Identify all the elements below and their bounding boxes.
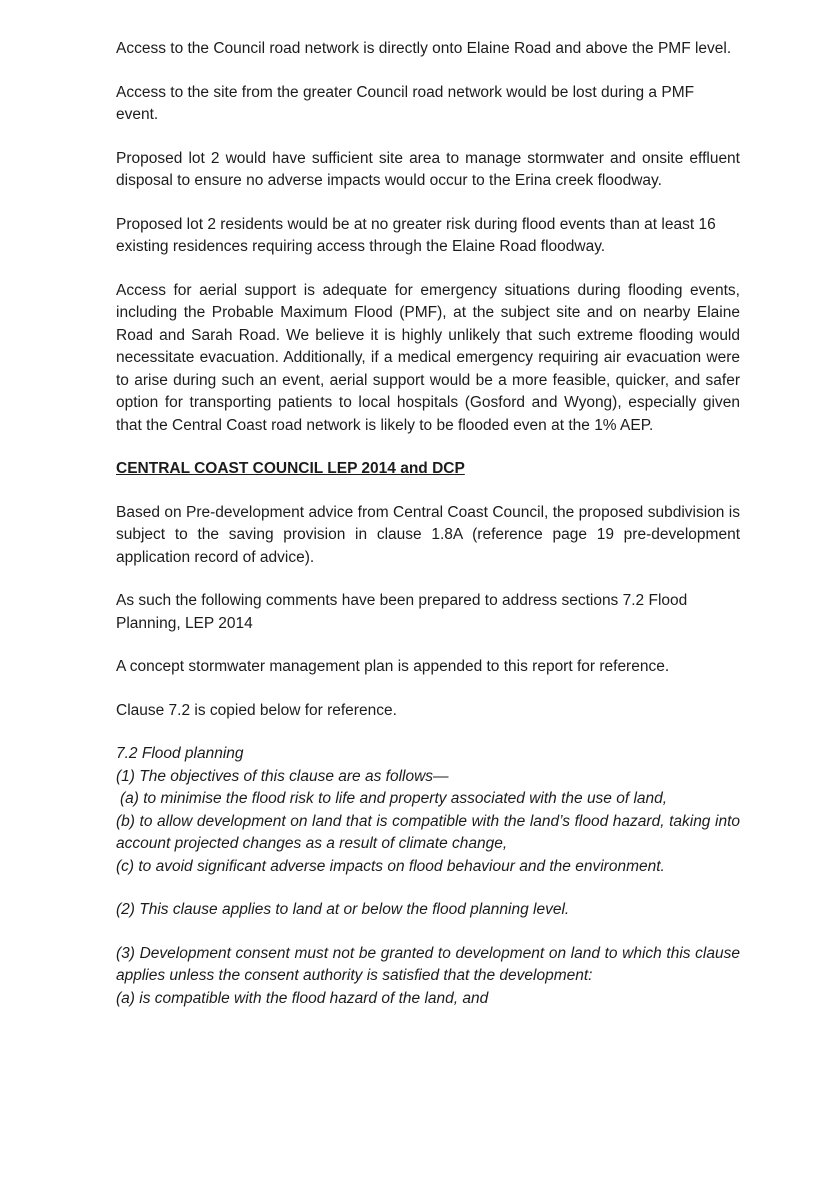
paragraph-clause-copied: Clause 7.2 is copied below for reference.: [116, 701, 397, 719]
paragraph-pmf-access: Access to the site from the greater Council road network would be lost during a PMF event.: [116, 83, 695, 123]
paragraph-aerial-support: Access for aerial support is adequate for emergency situations during flooding events, including the Probable Maximum Flood (PMF), at the subject site and on nearby Elaine Road and Sarah Road. We believe it is highly unlikely that such extreme flooding would necessitate evacuation. Additionally, if a medical emergency requiring air evacuation were to arise during such an event, aerial support would be a more feasible, quicker, and safer option for transporting patients to local hospitals (Gosford and Wyong), especially given that the Central Coast road network is likely to be flooded even at the 1% AEP.: [116, 281, 740, 434]
clause-block-consent: [116, 943, 740, 1011]
clause-item-1b: (b) to allow development on land that is compatible with the land’s flood hazard, taking into account projected changes as a result of climate change,: [116, 812, 740, 852]
section-heading: CENTRAL COAST COUNCIL LEP 2014 and DCP: [116, 460, 465, 477]
paragraph-pre-development: Based on Pre-development advice from Central Coast Council, the proposed subdivision is subject to the saving provision in clause 1.8A (reference page 19 pre-development application record of advice).: [116, 503, 740, 566]
paragraph-road-access: Access to the Council road network is directly onto Elaine Road and above the PMF level.: [116, 40, 732, 57]
paragraph-lot2-stormwater: Proposed lot 2 would have sufficient site area to manage stormwater and onsite effluent disposal to ensure no adverse impacts would occur to the Erina creek floodway.: [116, 149, 740, 189]
clause-subsection-2: (2) This clause applies to land at or below the flood planning level.: [116, 901, 570, 918]
paragraph-comments: As such the following comments have been prepared to address sections 7.2 Flood Planning, LEP 2014: [116, 592, 688, 632]
clause-item-1a: (a) to minimise the flood risk to life and property associated with the use of land,: [120, 790, 668, 807]
document-page: [116, 38, 740, 1031]
clause-subsection-1: (1) The objectives of this clause are as follows—: [116, 767, 449, 785]
clause-title: 7.2 Flood planning: [116, 745, 244, 762]
paragraph-lot2-risk: Proposed lot 2 residents would be at no greater risk during flood events than at least 16 existing residences requiring access through the Elaine Road floodway.: [116, 215, 716, 255]
clause-item-3a: (a) is compatible with the flood hazard of the land, and: [116, 989, 489, 1007]
clause-item-1c: (c) to avoid significant adverse impacts on flood behaviour and the environment.: [116, 857, 665, 875]
paragraph-stormwater-plan: A concept stormwater management plan is appended to this report for reference.: [116, 658, 670, 675]
clause-block-objectives: [116, 743, 740, 878]
clause-subsection-3: (3) Development consent must not be granted to development on land to which this clause applies unless the consent authority is satisfied that the development:: [116, 944, 740, 984]
